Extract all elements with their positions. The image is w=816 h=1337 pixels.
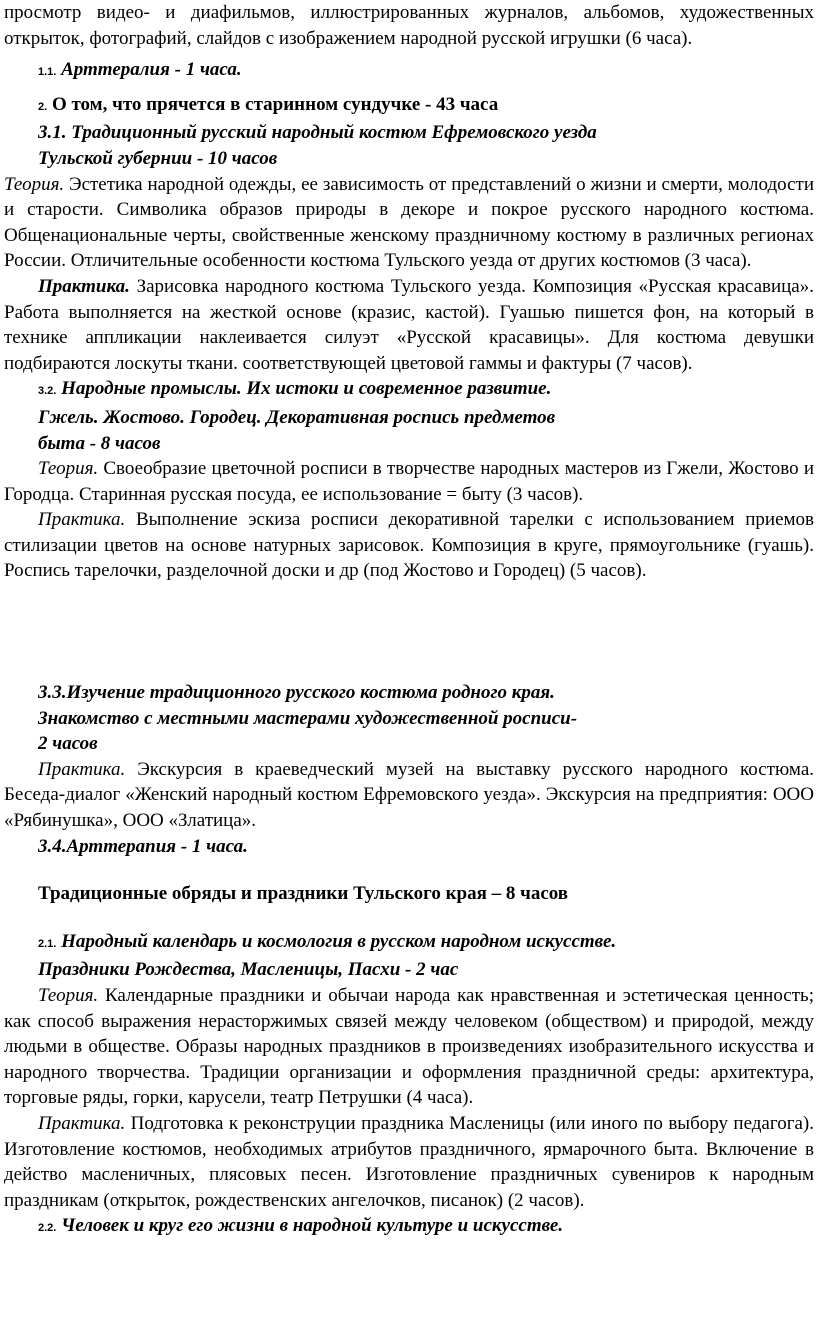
heading-3-2-line1: 3.2. Народные промыслы. Их истоки и современное развитие. [38,378,552,400]
practice-paragraph-3: Практика. Экскурсия в краеведческий музей на выставку русского народного костюма. Беседа-диалог «Женский народный костюм Ефремовского уезда». Экскурсия на предприятия: ООО «Рябинушка», ООО «Златица». [4,758,814,832]
heading-3-1-line2: Тульской губернии - 10 часов [38,147,278,169]
practice-label: Практика. [38,275,130,297]
heading-3-3-line1: 3.3.Изучение традиционного русского костюма родного края. [38,682,555,704]
heading-3-1-line1: 3.1. Традиционный русский народный костюм Ефремовского уезда [38,122,597,144]
theory-paragraph-2: Теория. Своеобразие цветочной росписи в творчестве народных мастеров из Гжели, Жостово и Городца. Старинная русская посуда, ее использование = быту (3 часов). [4,458,814,505]
heading-2-2: 2.2. Человек и круг его жизни в народной культуре и искусстве. [38,1215,564,1237]
heading-3-3-line2: Знакомство с местными мастерами художественной росписи- [38,707,578,729]
practice-paragraph-1: Практика. Зарисовка народного костюма Тульского уезда. Композиция «Русская красавица». Работа выполняется на жесткой основе (кразис, кастой). Гуашью пишется фон, на который в технике аппликации наклеивается силуэт «Русской красавицы». Для костюма девушки подбираются лоскуты ткани. соответствующей цветовой гаммы и фактуры (7 часов). [4,275,814,374]
practice-label: Практика. [38,1112,126,1134]
practice-label: Практика. [38,758,126,780]
heading-3-4: 3.4.Арттерапия - 1 часа. [38,835,248,857]
theory-paragraph-3: Теория. Календарные праздники и обычаи народа как нравственная и эстетическая ценность; как способ выражения нерасторжимых связей между человеком (обществом) и природой, между людьми в обществе. Образы народных праздников в произведениях изобразительного искусства и народного творчества. Традиции организации и оформления праздничной среды: архитектура, торговые ряды, горки, карусели, театр Петрушки (4 часа). [4,985,814,1109]
practice-paragraph-2: Практика. Выполнение эскиза росписи декоративной тарелки с использованием приемов стилизации цветов на основе натурных зарисовок. Композиция в круге, прямоугольнике (гуашь). Роспись тарелочки, разделочной доски и др (под Жостово и Городец) (5 часов). [4,509,814,582]
heading-2-1-line1: 2.1. Народный календарь и космология в русском народном искусстве. [38,930,617,952]
heading-2: 2. О том, что прячется в старинном сундучке - 43 часа [38,93,499,115]
heading-2-1-line2: Праздники Рождества, Масленицы, Пасхи - 2 час [38,959,459,981]
heading-3-3-line3: 2 часов [38,733,98,755]
blank-space [4,859,814,881]
document-page [4,0,814,1242]
theory-label: Теория. [4,173,65,195]
blank-space [4,907,814,929]
section-heading: Традиционные обряды и праздники Тульского края – 8 часов [38,883,569,905]
theory-label: Теория. [38,985,99,1006]
theory-paragraph-1: Теория. Эстетика народной одежды, ее зависимость от представлений о жизни и смерти, молодости и старости. Символика образов природы в декоре и покрое русского народного костюма. Общенациональные черты, свойственные женскому праздничному костюму в различных регионах России. Отличительные особенности костюма Тульского уезда от других костюмов (3 часа). [4,173,814,272]
intro-paragraph: просмотр видео- и диафильмов, иллюстрированных журналов, альбомов, художественных открыток, фотографий, слайдов с изображением народной русской игрушки (6 часа). [4,2,814,49]
theory-label: Теория. [38,458,99,480]
heading-3-2-line2: Гжель. Жостово. Городец. Декоративная роспись предметов [38,406,556,428]
blank-space [4,584,814,680]
practice-label: Практика. [38,509,126,531]
practice-paragraph-4: Практика. Подготовка к реконструции праздника Масленицы (или иного по выбору педагога). Изготовление костюмов, необходимых атрибутов праздничного, ярмарочного быта. Включение в действо масленичных, плясовых песен. Изготовление праздничных сувениров к народным праздникам (открыток, рождественских ангелочков, писанок) (2 часов). [4,1112,814,1211]
heading-3-2-line3: быта - 8 часов [38,432,161,454]
heading-1-1: 1.1. Арттералия - 1 часа. [38,59,242,81]
